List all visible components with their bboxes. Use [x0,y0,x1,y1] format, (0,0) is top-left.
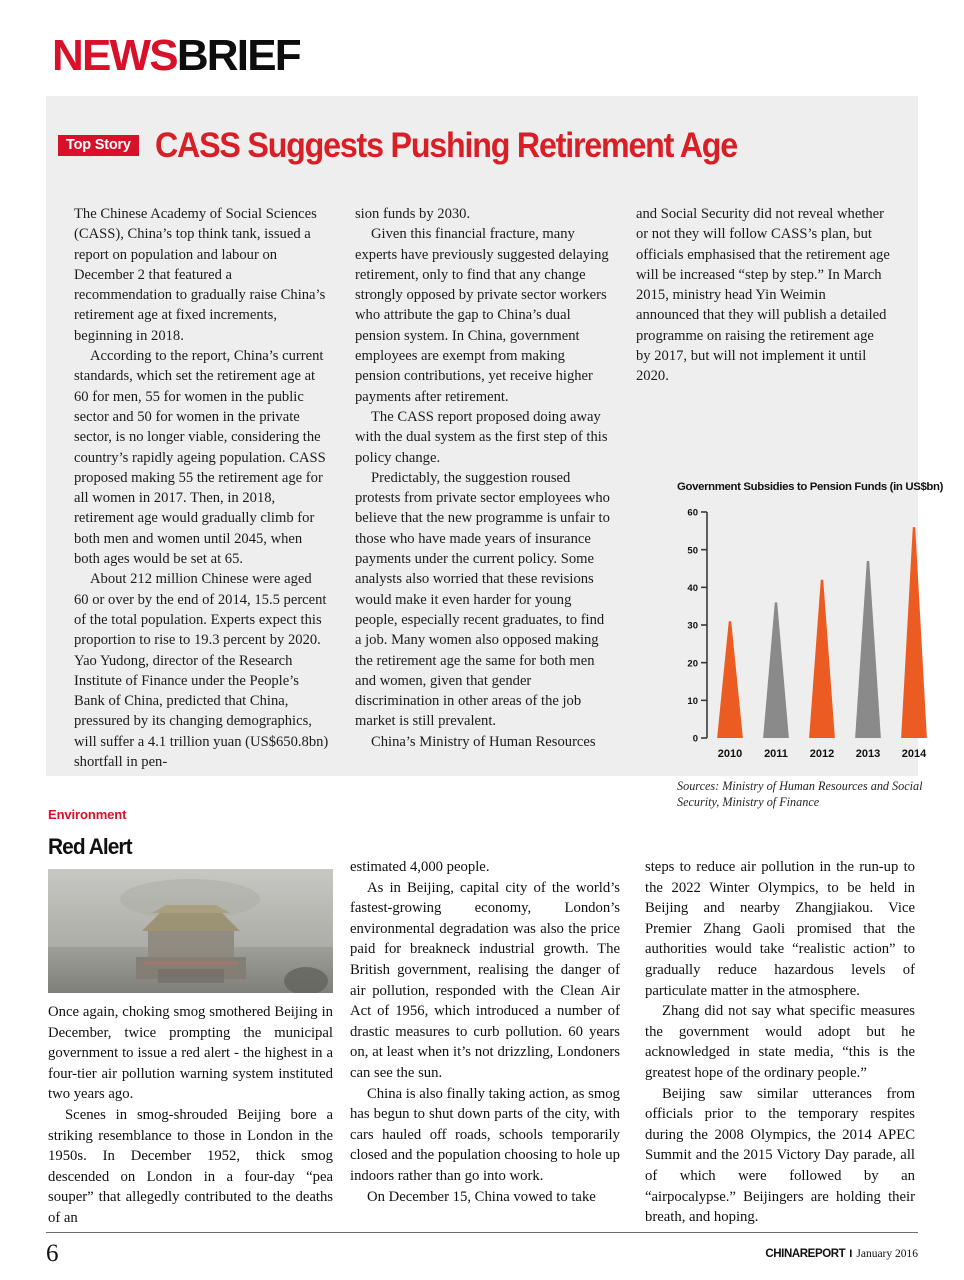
masthead-logo [52,31,300,80]
paragraph: On December 15, China vowed to take [367,1188,596,1205]
top-story-column-1 [74,204,329,772]
paragraph: Beijing saw similar utterances from officials prior to the temporary respites during the 2008 Olympics, the 2014 APEC Summit and the 2015 Victory Day parade, all of which were followed by an “airpocalypse.” Beijingers are holding their breath, and hoping. [645,1085,915,1226]
top-story-panel [46,96,944,809]
status-badge: Top Story [58,135,139,157]
pension-subsidies-chart [677,481,949,810]
paragraph: According to the report, China’s current standards, which set the retirement age at 60 for men, 55 for women in the public sector and 50 for women in the private sector, is no longer viable, considering the country’s rapidly ageing population. CASS proposed making 55 the retirement age for all women in 2017. Then, in 2018, retirement age would gradually climb for both men and women until 2045, when both ages would be set at 65. [74,348,326,568]
section-title: Red Alert [48,834,132,859]
svg-text:10: 10 [687,695,698,707]
footer-publication [765,1248,918,1260]
issue-date: January 2016 [856,1248,918,1260]
paragraph: Predictably, the suggestion roused protests from private sector employees who believe that the new programme is unfair to those who have made years of insurance payments under the current policy. Some analysts also worried that these revisions would make it even harder for young people, especially recent graduates, to find a job. Many women also opposed making the retirement age the same for both men and women, given that gender discrimination in other areas of the job market is still prevalent. [355,469,610,730]
masthead-brief: BRIEF [176,31,300,80]
paragraph: steps to reduce air pollution in the run-up to the 2022 Winter Olympics, to be held in Beijing and nearby Zhangjiakou. Vice Premier Zhang Gaoli promised that the authorities would take “realistic action” to gradually reduce hazardous levels of particulate matter in the atmosphere. [645,859,915,999]
paragraph: As in Beijing, capital city of the world’s fastest-growing economy, London’s environmental degradation was also the price paid for breakneck industrial growth. The British government, realising the danger of air pollution, responded with the Clean Air Act of 1956, which introduced a number of drastic measures to curb pollution. 60 years on, at least when it’s not drizzling, Londoners can see the sun. [350,879,620,1081]
chart-plot-area [677,502,943,770]
paragraph: Scenes in smog-shrouded Beijing bore a striking resemblance to those in London in the 1950s. In December 1952, thick smog descended on London in a four-day “pea souper” that allegedly contributed to the deaths of an [48,1106,333,1226]
paragraph: estimated 4,000 people. [350,859,490,875]
svg-text:2010: 2010 [717,748,743,760]
chart-source-note: Sources: Ministry of Human Resources and Social Security, Ministry of Finance [677,779,923,809]
paragraph: sion funds by 2030. [355,206,471,222]
footer-separator: I [849,1248,853,1260]
paragraph: About 212 million Chinese were aged 60 or over by the end of 2014, 15.5 percent of the total population. Experts expect this proportion to rise to 19.3 percent by 2020. Yao Yudong, director of the Research Institute of Finance under the People’s Bank of China, predicted that China, pressured by its changing demographics, will suffer a 4.1 trillion yuan (US$650.8bn) shortfall in pen- [74,571,329,771]
svg-text:2012: 2012 [809,748,835,760]
svg-text:30: 30 [687,620,698,632]
paragraph: China is also finally taking action, as smog has begun to shut down parts of the city, with cars hauled off roads, schools temporarily closed and the population choosing to hole up indoors rather than go into work. [350,1085,620,1184]
page-number: 6 [46,1240,59,1267]
svg-text:2014: 2014 [901,748,927,760]
paragraph: Once again, choking smog smothered Beijing in December, twice prompting the municipal government to issue a red alert - the highest in a four-tier air pollution warning system instituted two years ago. [48,1004,333,1103]
smog-photo [48,869,333,993]
svg-text:2011: 2011 [764,748,788,760]
headline-row [58,128,787,163]
top-story-column-2 [355,204,610,772]
publication-name: CHINAREPORT [765,1248,846,1260]
chart-svg [677,502,943,770]
masthead-news: NEWS [52,31,177,80]
environment-column-1 [48,1002,333,1229]
svg-text:40: 40 [687,582,698,594]
paragraph: The Chinese Academy of Social Sciences (CASS), China’s top think tank, issued a report on population and labour on December 2 that featured a recommendation to gradually raise China’s retirement age at fixed increments, beginning in 2018. [74,206,326,344]
chart-title: Government Subsidies to Pension Funds (in US$bn) [677,481,944,493]
paragraph: China’s Ministry of Human Resources [371,733,596,750]
svg-text:60: 60 [687,507,698,519]
paragraph: Zhang did not say what specific measures the government would adopt but he acknowledged in state media, “this is the greatest hope of the ordinary people.” [645,1003,915,1081]
paragraph: The CASS report proposed doing away with the dual system as the first step of this policy change. [355,408,608,466]
footer-divider [46,1232,918,1233]
paragraph: and Social Security did not reveal whether or not they will follow CASS’s plan, but officials emphasised that the retirement age will be increased “step by step.” In March 2015, ministry head Yin Weimin announced that they will publish a detailed programme on raising the retirement age by 2017, but will not implement it until 2020. [636,206,890,385]
environment-column-2 [350,857,620,1207]
environment-column-3 [645,857,915,1228]
page-title: CASS Suggests Pushing Retirement Age [154,126,737,165]
svg-text:0: 0 [692,733,698,745]
forbidden-city-image [48,869,333,993]
paragraph: Given this financial fracture, many experts have previously suggested delaying retirement, only to find that any change strongly opposed by private sector workers who attribute the gap to China’s dual pension system. In China, government employees are exempt from making pension contributions, yet receive higher payments after retirement. [355,226,609,405]
svg-text:20: 20 [687,658,698,670]
svg-text:2013: 2013 [855,748,881,760]
svg-text:50: 50 [687,545,698,557]
section-kicker: Environment [48,807,127,822]
